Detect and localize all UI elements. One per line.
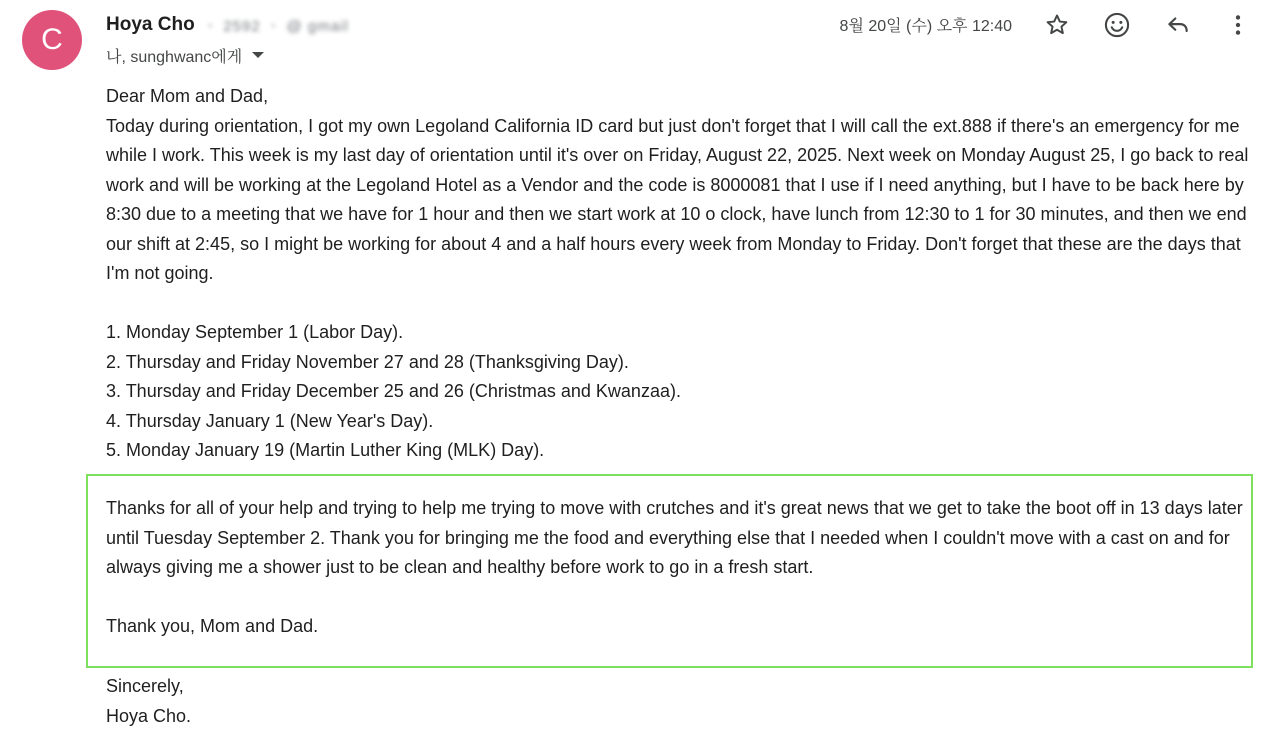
chevron-down-icon[interactable] — [252, 52, 264, 58]
email-date: 8월 20일 (수) 오후 12:40 — [839, 18, 1012, 35]
sender-name[interactable]: Hoya Cho — [106, 14, 195, 35]
thank-you-line: Thank you, Mom and Dad. — [106, 616, 319, 636]
highlighted-paragraph: Thanks for all of your help and trying to help me trying to move with crutches and it's great news that we get to take the boot off in 13 days later until Tuesday September 2. Thank you for bringing me the food and everything else that I needed when I couldn't move with a cast on and for always giving me a shower just to be clean and healthy before work to go in a fresh start. — [106, 498, 1243, 577]
closing-block — [106, 672, 191, 731]
signature: Hoya Cho. — [106, 705, 192, 726]
sender-row — [106, 12, 349, 38]
more-vert-icon — [1225, 12, 1251, 38]
recipient-details-toggle[interactable] — [106, 44, 264, 66]
star-outline-icon — [1044, 12, 1070, 38]
greeting: Dear Mom and Dad, — [106, 86, 269, 106]
list-item: 3. Thursday and Friday December 25 and 26 (Christmas and Kwanzaa). — [106, 381, 681, 401]
reply-icon — [1165, 12, 1191, 38]
list-item: 5. Monday January 19 (Martin Luther King (MLK) Day). — [106, 440, 545, 460]
body-paragraph: Today during orientation, I got my own Legoland California ID card but just don't forget that I will call the ext.888 if there's an emergency for me while I work. This week is my last day of orientation until it's over on Friday, August 22, 2025. Next week on Monday August 25, I go back to real work and will be working at the Legoland Hotel as a Vendor and the code is 8000081 that I use if I need anything, but I have to be back here by 8:30 due to a meeting that we have for 1 hour and then we start work at 10 o clock, have lunch from 12:30 to 1 for 30 minutes, and then we end our shift at 2:45, so I might be working for about 4 and a half hours every week from Monday to Friday. Don't forget that these are the days that I'm not going. — [106, 115, 1249, 283]
sender-email-redacted[interactable]: ㆍ 2592 ㆍ @ gmail — [202, 17, 349, 35]
smiley-icon — [1103, 11, 1131, 39]
email-body — [106, 82, 1256, 466]
more-options-button[interactable] — [1221, 8, 1255, 42]
list-item: 4. Thursday January 1 (New Year's Day). — [106, 410, 434, 431]
closing-line: Sincerely, — [106, 676, 184, 696]
avatar[interactable]: C — [22, 10, 82, 70]
highlighted-section — [106, 494, 1246, 642]
star-button[interactable] — [1040, 8, 1074, 42]
recipient-label: 나, sunghwanc에게 — [106, 48, 243, 66]
list-item: 2. Thursday and Friday November 27 and 28 (Thanksgiving Day). — [106, 351, 629, 372]
reply-button[interactable] — [1161, 8, 1195, 42]
add-reaction-button[interactable] — [1100, 8, 1134, 42]
list-item: 1. Monday September 1 (Labor Day). — [106, 322, 404, 342]
